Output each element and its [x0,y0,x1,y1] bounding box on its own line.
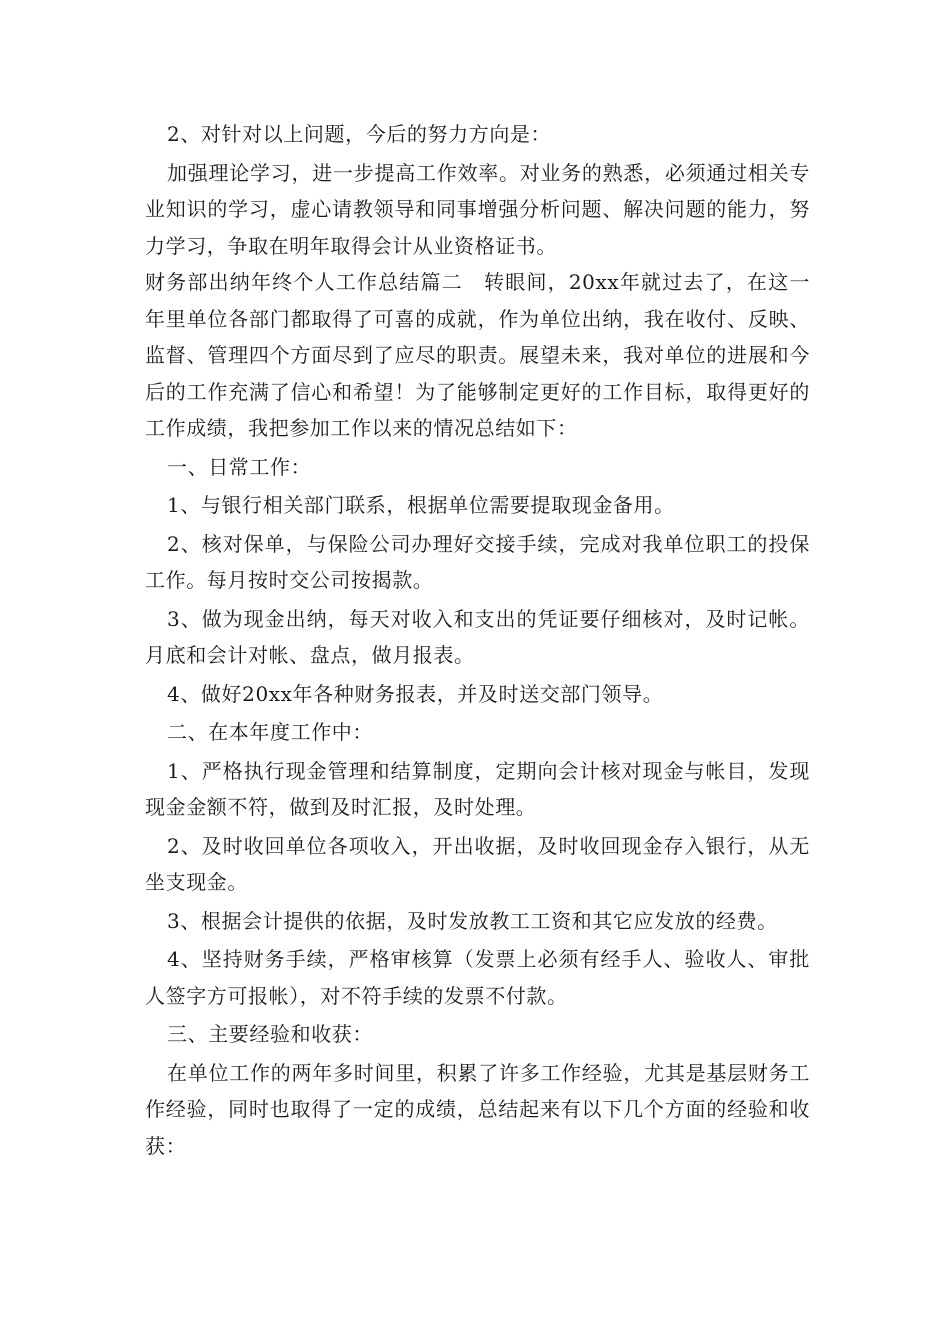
list-item-insurance: 2、核对保单，与保险公司办理好交接手续，完成对我单位职工的投保工作。每月按时交公司按揭款。 [145,531,810,592]
section-heading-annual-work: 二、在本年度工作中： [167,720,373,744]
list-item-bank: 1、与银行相关部门联系，根据单位需要提取现金备用。 [167,493,675,517]
list-item-reports: 4、做好20xx年各种财务报表，并及时送交部门领导。 [167,681,664,706]
paragraph-experience: 在单位工作的两年多时间里，积累了许多工作经验，尤其是基层财务工作经验，同时也取得了一定的成绩，总结起来有以下几个方面的经验和收获： [145,1060,810,1158]
list-item-cash: 3、做为现金出纳，每天对收入和支出的凭证要仔细核对，及时记帐。月底和会计对帐、盘点，做月报表。 [145,606,810,667]
section-heading-experience: 三、主要经验和收获： [167,1022,373,1046]
list-item-procedures: 4、坚持财务手续，严格审核算（发票上必须有经手人、验收人、审批人签字方可报帐），对不符手续的发票不付款。 [145,947,810,1008]
paragraph-effort-direction: 2、对针对以上问题，今后的努力方向是： [167,122,552,146]
list-item-salary: 3、根据会计提供的依据，及时发放教工工资和其它应发放的经费。 [167,908,778,933]
list-item-cash-management: 1、严格执行现金管理和结算制度，定期向会计核对现金与帐目，发现现金金额不符，做到及时汇报，及时处理。 [145,758,810,819]
document-body [145,116,810,1164]
section-heading-daily-work: 一、日常工作： [167,454,312,479]
list-item-income: 2、及时收回单位各项收入，开出收据，及时收回现金存入银行，从无坐支现金。 [145,833,810,894]
paragraph-summary-intro: 财务部出纳年终个人工作总结篇二 转眼间，20xx年就过去了，在这一年里单位各部门都取得了可喜的成就，作为单位出纳，我在收付、反映、监督、管理四个方面尽到了应尽的职责。展望未来，我对单位的进展和今后的工作充满了信心和希望！为了能够制定更好的工作目标，取得更好的工作成绩，我把参加工作以来的情况总结如下： [145,270,810,440]
paragraph-study: 加强理论学习，进一步提高工作效率。对业务的熟悉，必须通过相关专业知识的学习，虚心请教领导和同事增强分析问题、解决问题的能力，努力学习，争取在明年取得会计从业资格证书。 [145,160,810,258]
